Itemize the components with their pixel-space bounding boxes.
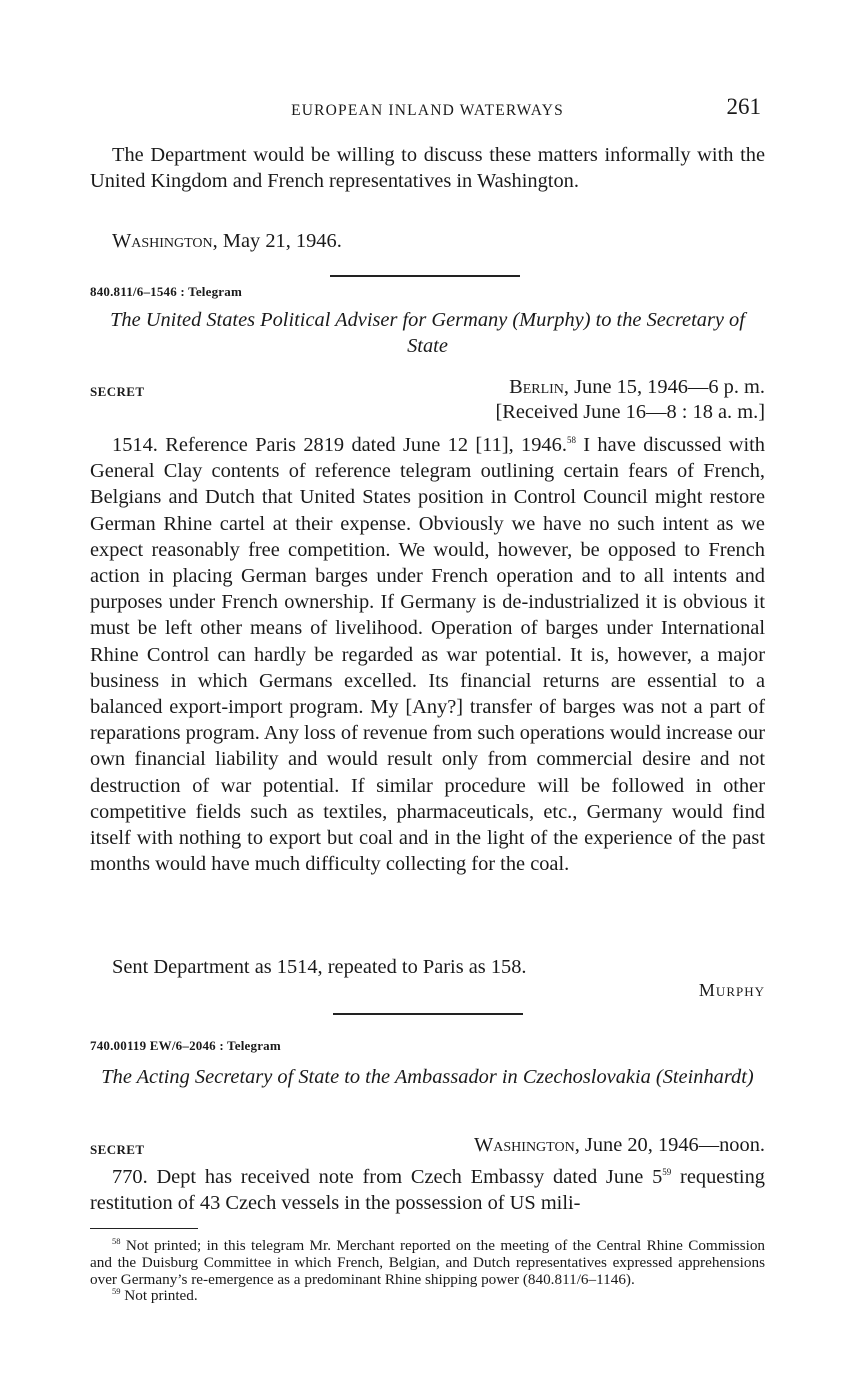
footnote-ref: 58 <box>566 435 576 445</box>
footnotes <box>90 1238 765 1305</box>
telegram-body-text: requesting restitution of 43 Czech vessels in the possession of US mili- <box>90 1166 765 1215</box>
dateline-place: Berlin <box>509 376 564 398</box>
classification-row <box>90 1134 765 1160</box>
intro-date: , May 21, 1946. <box>212 230 342 252</box>
dateline <box>509 376 765 399</box>
dateline-date: , June 15, 1946—6 p. m. <box>563 376 765 398</box>
telegram-body-text: I have discussed with General Clay contents of reference telegram outlining certain fears of French, Belgians and Dutch that United States position in Control Council might restore German Rhine cartel at their expense. Obviously we have no such intent as we expect reasonably free competition. We would, however, be opposed to French action in placing German barges under French operation and to all intents and purposes under French ownership. If Germany is de-industrialized it is obvious it must be left other means of livelihood. Operation of barges under International Rhine Control can hardly be regarded as war potential. It is, however, a major business in which Germans excelled. Its financial returns are essential to a balanced export-import program. My [Any?] transfer of barges was not a part of reparations program. Any loss of revenue from such operations would increase our own financial liability and would result only from commercial desire and not destruction of war potential. If similar procedure will be followed in other competitive fields such as textiles, pharmaceuticals, etc., Germany would find itself with nothing to export but coal and in the light of the experience of the past months would have much difficulty collecting for the coal. <box>90 434 765 876</box>
footnote-mark: 59 <box>112 1286 121 1297</box>
page-number: 261 <box>726 94 761 119</box>
document-heading: The Acting Secretary of State to the Ambassador in Czechoslovakia (Steinhardt) <box>101 1066 754 1088</box>
footnote <box>90 1238 765 1288</box>
classification-label: SECRET <box>90 384 145 399</box>
dateline-place: Washington <box>474 1134 575 1156</box>
telegram-body-opening: 770. Dept has received note from Czech Embassy dated June 5 <box>112 1166 663 1188</box>
section-divider <box>333 1013 523 1015</box>
received-line: [Received June 16—8 : 18 a. m.] <box>495 401 765 423</box>
intro-dateline <box>90 228 765 254</box>
telegram-body <box>90 1164 765 1216</box>
running-title: EUROPEAN INLAND WATERWAYS <box>291 102 564 119</box>
footnote-text: Not printed. <box>124 1287 198 1305</box>
footnote <box>90 1288 765 1305</box>
dateline <box>474 1134 765 1157</box>
telegram-body-opening: 1514. Reference Paris 2819 dated June 12 [11], 1946. <box>112 434 567 456</box>
classification-label: SECRET <box>90 1142 145 1157</box>
intro-place: Washington <box>112 230 213 252</box>
intro-paragraph: The Department would be willing to discuss these matters informally with the United Kingdom and French representatives in Washington. <box>90 144 765 193</box>
telegram-body <box>90 432 765 877</box>
footnote-ref: 59 <box>662 1167 672 1177</box>
footnote-text: Not printed; in this telegram Mr. Merchant reported on the meeting of the Central Rhine Commission and the Duisburg Committee in which French, Belgian, and Dutch representatives expressed apprehensions over Germany’s re-emergence as a predominant Rhine shipping power (840.811/6–1146). <box>90 1237 766 1288</box>
received-row <box>90 401 765 427</box>
document-heading: The United States Political Adviser for Germany (Murphy) to the Secretary of State <box>110 309 745 357</box>
file-reference: 840.811/6–1546 : Telegram <box>90 284 242 299</box>
page-header <box>90 92 765 128</box>
footnote-mark: 58 <box>112 1236 121 1246</box>
file-reference: 740.00119 EW/6–2046 : Telegram <box>90 1038 281 1053</box>
dateline-date: , June 20, 1946—noon. <box>574 1134 765 1156</box>
signature: Murphy <box>698 980 765 1000</box>
classification-row <box>90 376 765 402</box>
telegram-closing: Sent Department as 1514, repeated to Paris as 158. <box>112 956 527 978</box>
section-divider <box>330 275 520 277</box>
footnote-rule <box>90 1228 198 1229</box>
